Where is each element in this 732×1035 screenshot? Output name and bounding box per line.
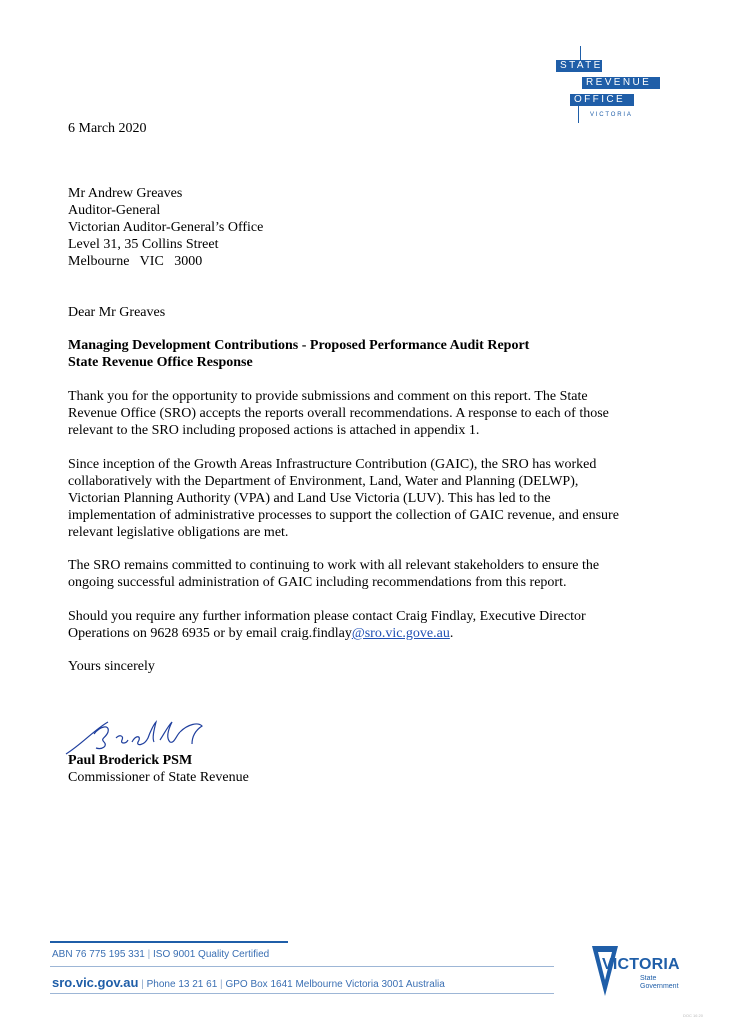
signatory-title: Commissioner of State Revenue [68,770,249,785]
paragraph-2 [68,456,668,541]
paragraph-line: Revenue Office (SRO) accepts the reports overall recommendations. A response to each of those [68,406,609,421]
logo-state: STATE [556,60,602,72]
footer-separator: | [141,979,144,990]
paragraph-line: Victorian Planning Authority (VPA) and Land Use Victoria (LUV). This has led to the [68,491,551,506]
subject-line-1: Managing Development Contributions - Proposed Performance Audit Report [68,338,530,353]
victoria-logo-government: Government [640,983,679,990]
paragraph-4 [68,608,668,642]
footer-iso: ISO 9001 Quality Certified [153,949,270,960]
contact-text: Operations on 9628 6935 or by email craig.findlay [68,626,352,641]
footer-divider [50,966,554,967]
letter-date: 6 March 2020 [68,121,147,136]
signatory-name: Paul Broderick PSM [68,753,193,768]
footer-website-link[interactable]: sro.vic.gov.au [52,975,139,990]
recipient-city: Melbourne VIC 3000 [68,254,203,269]
logo-revenue: REVENUE [582,77,660,89]
footer-line-2 [52,975,445,990]
logo-victoria: VICTORIA [590,112,633,118]
subject-line-2: State Revenue Office Response [68,355,253,370]
recipient-street: Level 31, 35 Collins Street [68,237,219,252]
sro-logo [556,46,666,126]
logo-line [580,46,581,60]
footer-line-1 [52,949,269,960]
footer-phone: Phone 13 21 61 [146,979,218,990]
salutation: Dear Mr Greaves [68,305,166,320]
victoria-logo-state: State [640,975,657,982]
footer-divider [50,993,554,994]
victoria-logo-subtitle [640,975,679,991]
footer-separator: | [147,949,151,960]
paragraph-line: relevant legislative obligations are met. [68,525,289,540]
paragraph-line: The SRO remains committed to continuing to work with all relevant stakeholders to ensure the [68,558,600,573]
paragraph-line: relevant to the SRO including proposed actions is attached in appendix 1. [68,423,480,438]
punctuation: . [449,626,454,641]
logo-office: OFFICE [570,94,634,106]
closing: Yours sincerely [68,659,155,674]
paragraph-line: ongoing successful administration of GAIC including recommendations from this report. [68,575,567,590]
paragraph-line [68,625,668,642]
paragraph-1 [68,388,668,439]
footer-separator: | [220,979,223,990]
paragraph-line: Since inception of the Growth Areas Infrastructure Contribution (GAIC), the SRO has worked [68,457,597,472]
footer-rule [50,941,288,943]
victoria-logo-word: VICTORIA [602,956,680,973]
footer-abn: ABN 76 775 195 331 [52,949,145,960]
recipient-title: Auditor-General [68,203,161,218]
recipient-office: Victorian Auditor-General’s Office [68,220,264,235]
paragraph-line: Thank you for the opportunity to provide submissions and comment on this report. The State [68,389,588,404]
document-code: DOC 16 20 [683,1013,704,1018]
recipient-name: Mr Andrew Greaves [68,186,183,201]
paragraph-line: implementation of administrative processes to support the collection of GAIC revenue, and ensure [68,508,619,523]
paragraph-3 [68,557,668,591]
paragraph-line: Should you require any further information please contact Craig Findlay, Executive Director [68,609,586,624]
footer-address: GPO Box 1641 Melbourne Victoria 3001 Australia [225,979,445,990]
email-link[interactable]: @sro.vic.gove.au [351,626,450,641]
paragraph-line: collaboratively with the Department of Environment, Land, Water and Planning (DELWP), [68,474,579,489]
